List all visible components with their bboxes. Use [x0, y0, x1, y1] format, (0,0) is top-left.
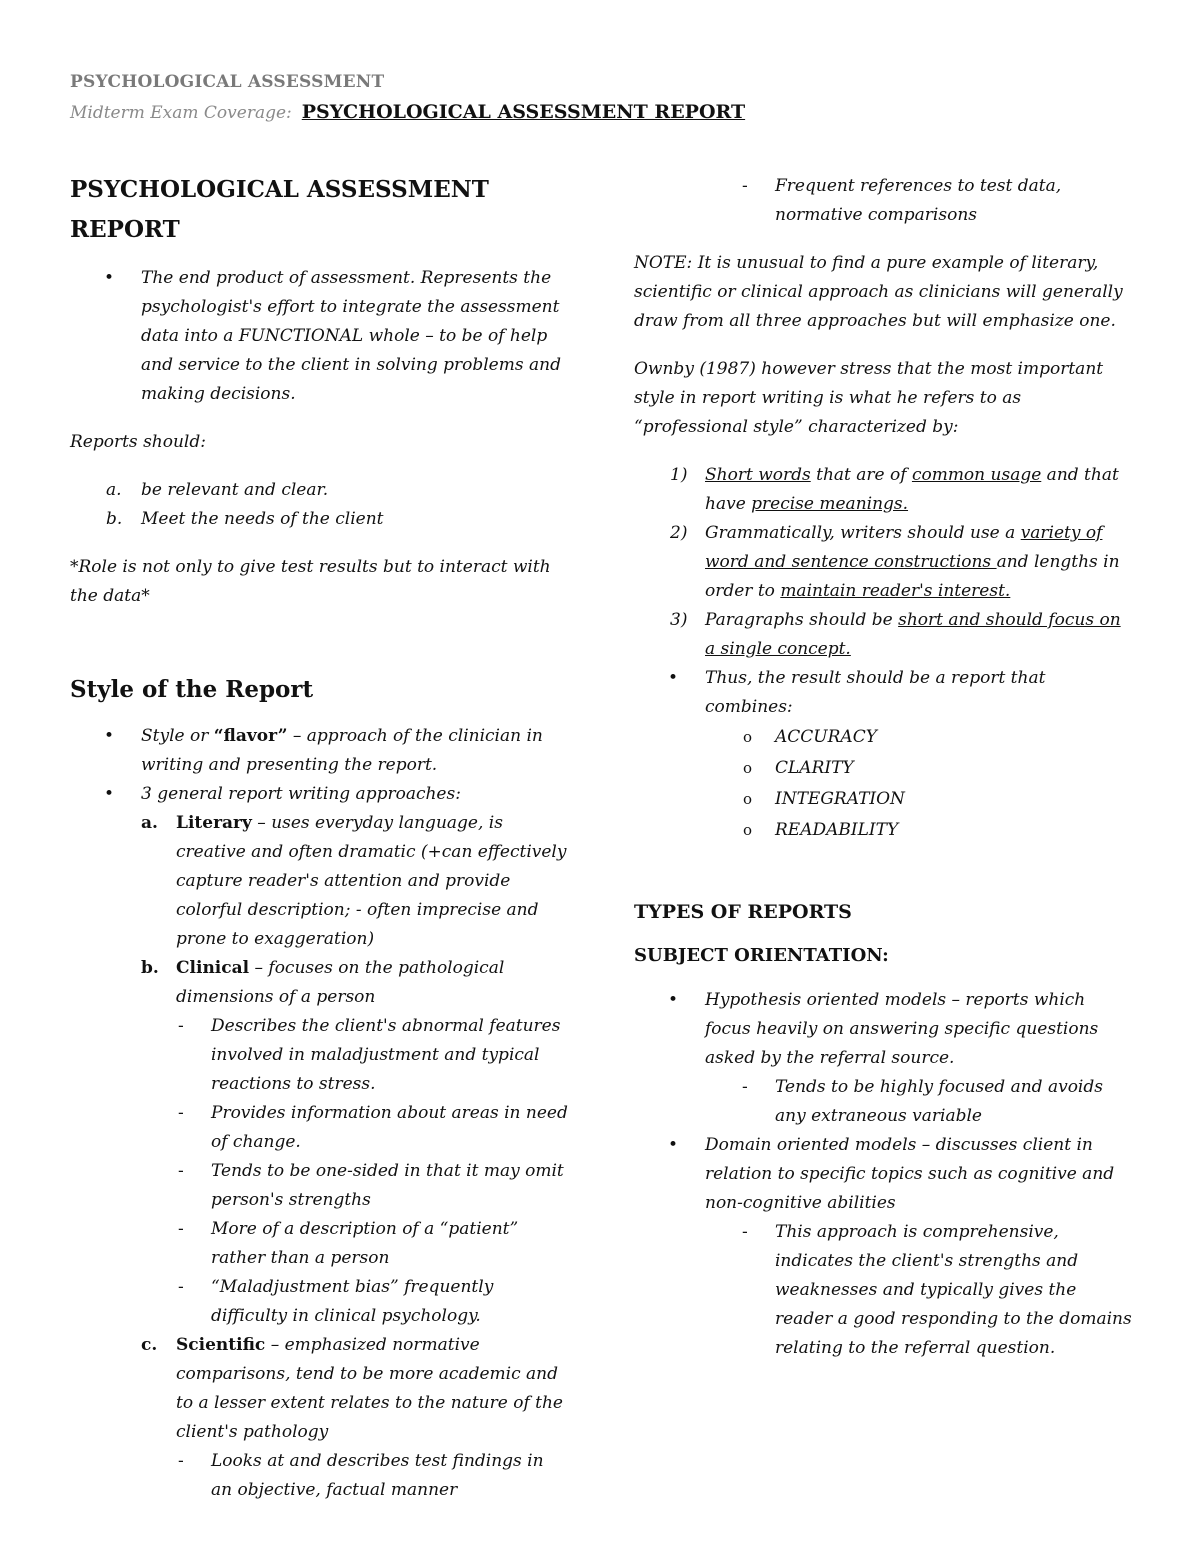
reports-should-list: [70, 476, 570, 534]
list-item: - Provides information about areas in need of change.: [70, 1099, 570, 1157]
right-column: [634, 172, 1134, 1363]
coverage-label: Midterm Exam Coverage:: [70, 103, 292, 123]
list-item: b. Meet the needs of the client: [106, 509, 384, 529]
style-list: [70, 722, 570, 1505]
list-item: • 3 general report writing approaches:: [70, 780, 570, 809]
list-item: o READABILITY: [634, 815, 1134, 846]
list-item: - This approach is comprehensive, indicates the client's strengths and weaknesses and typically gives the reader a good responding to the domains relating to the referral question.: [634, 1218, 1134, 1363]
list-item: • Hypothesis oriented models – reports which focus heavily on answering specific questions asked by the referral source.: [634, 986, 1134, 1073]
ownby-paragraph: Ownby (1987) however stress that the most important style in report writing is what he refers to as “professional style” characterized by:: [634, 359, 1104, 437]
course-header: PSYCHOLOGICAL ASSESSMENT: [70, 72, 385, 92]
list-item: - “Maladjustment bias” frequently difficulty in clinical psychology.: [70, 1273, 570, 1331]
coverage-value: PSYCHOLOGICAL ASSESSMENT REPORT: [301, 101, 746, 123]
list-item: 1) Short words that are of common usage and that have precise meanings.: [670, 465, 1119, 514]
list-item: - More of a description of a “patient” rather than a person: [70, 1215, 570, 1273]
continued-point: - Frequent references to test data, normative comparisons: [634, 172, 1134, 230]
list-item: - Describes the client's abnormal features involved in maladjustment and typical reactions to stress.: [70, 1012, 570, 1099]
approach-clinical: b. Clinical – focuses on the pathological dimensions of a person: [141, 958, 505, 1007]
list-item: 3) Paragraphs should be short and should focus on a single concept.: [670, 610, 1121, 659]
list-item: o CLARITY: [634, 753, 1134, 784]
list-item: - Looks at and describes test findings in an objective, factual manner: [70, 1447, 570, 1505]
reports-should-label: Reports should:: [70, 432, 206, 452]
list-item: • Style or “flavor” – approach of the clinician in writing and presenting the report.: [70, 722, 570, 780]
types-heading: TYPES OF REPORTS: [634, 901, 852, 923]
list-item: o ACCURACY: [634, 722, 1134, 753]
left-column: [70, 170, 570, 1505]
definition-bullet: • The end product of assessment. Represents the psychologist's effort to integrate the assessment data into a FUNCTIONAL whole – to be of help and service to the client in solving problems and making decisions.: [70, 264, 570, 409]
approach-literary: a. Literary – uses everyday language, is creative and often dramatic (+can effectively capture reader's attention and provide colorful description; - often imprecise and prone to exaggeration): [141, 813, 567, 949]
list-item: a. be relevant and clear.: [106, 480, 329, 500]
list-item: • Domain oriented models – discusses client in relation to specific topics such as cognitive and non-cognitive abilities: [634, 1131, 1134, 1218]
list-item: • Thus, the result should be a report that combines:: [634, 664, 1134, 722]
style-heading: Style of the Report: [70, 676, 314, 703]
list-item: - Tends to be highly focused and avoids any extraneous variable: [634, 1073, 1134, 1131]
list-item: - Tends to be one-sided in that it may omit person's strengths: [70, 1157, 570, 1215]
note-paragraph: NOTE: It is unusual to find a pure example of literary, scientific or clinical approach as clinicians will generally draw from all three approaches but will emphasize one.: [634, 253, 1123, 331]
coverage-line: [70, 101, 745, 123]
list-item: 2) Grammatically, writers should use a variety of word and sentence constructions and lengths in order to maintain reader's interest.: [670, 523, 1120, 601]
list-item: o INTEGRATION: [634, 784, 1134, 815]
approach-scientific: c. Scientific – emphasized normative comparisons, tend to be more academic and to a lesser extent relates to the nature of the client's pathology: [141, 1335, 563, 1442]
professional-style-list: [634, 461, 1134, 846]
subject-orientation-heading: SUBJECT ORIENTATION:: [634, 945, 889, 966]
report-title: PSYCHOLOGICAL ASSESSMENT REPORT: [70, 176, 489, 243]
role-note: *Role is not only to give test results but to interact with the data*: [70, 557, 551, 606]
types-list: [634, 986, 1134, 1363]
